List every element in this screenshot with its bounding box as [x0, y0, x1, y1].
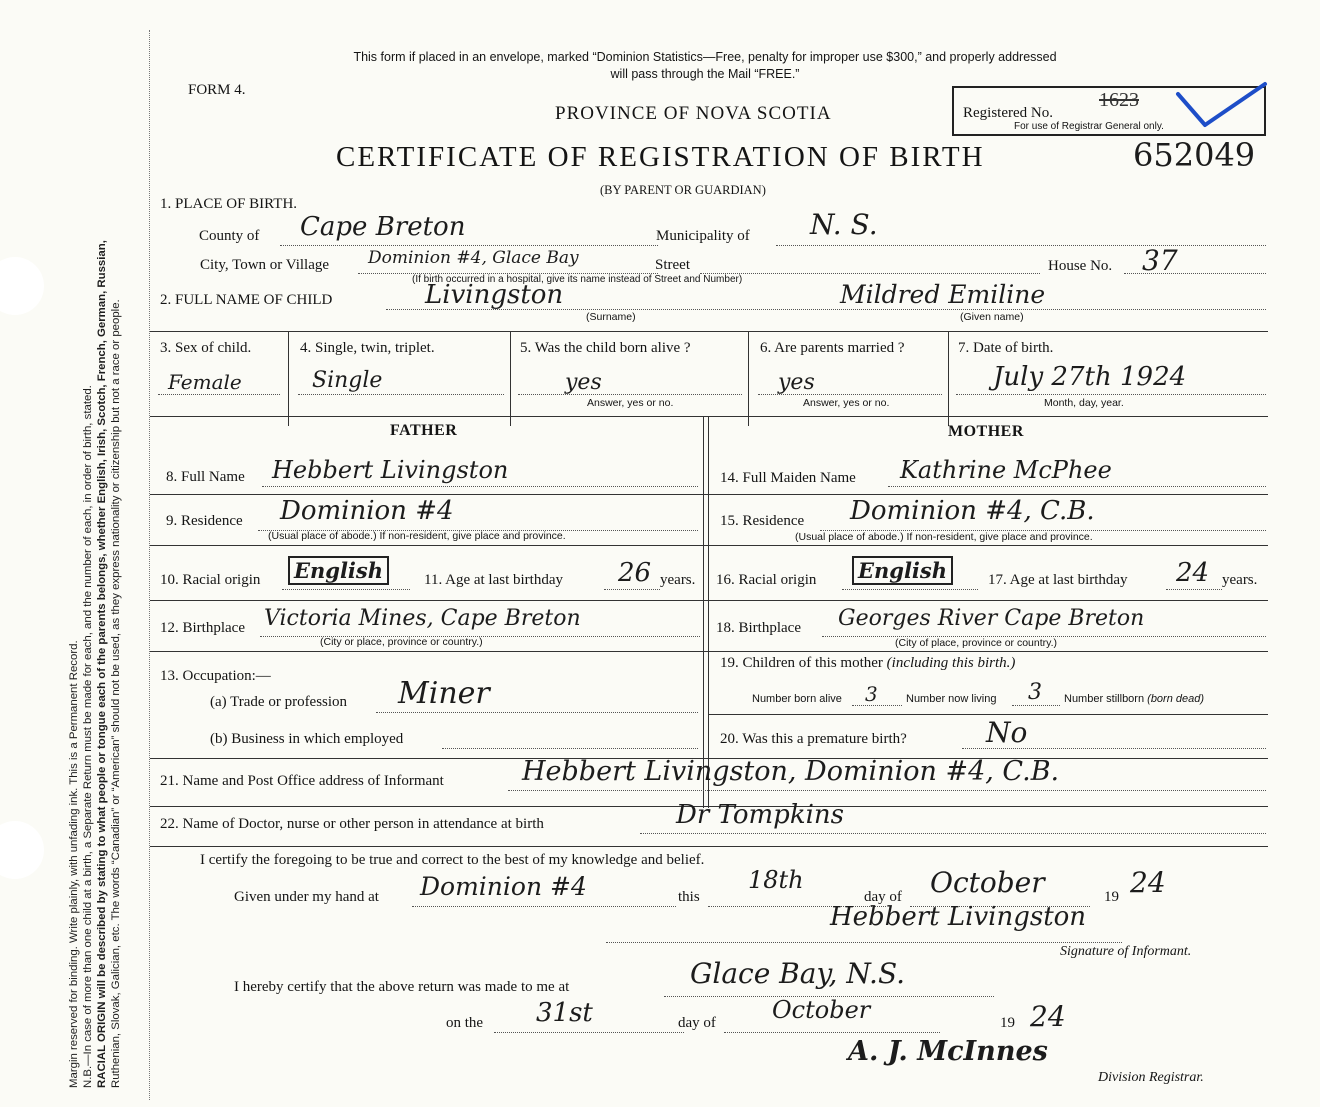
doctor-label: 22. Name of Doctor, nurse or other person in attendance at birth	[160, 816, 544, 832]
trade-value: Miner	[398, 676, 490, 711]
given-day-value: 18th	[748, 866, 804, 894]
mother-residence-label: 15. Residence	[720, 513, 805, 529]
municipality-label: Municipality of	[656, 228, 750, 244]
stillborn-label-note: (born dead)	[1147, 693, 1205, 705]
informant-signature-caption: Signature of Informant.	[1060, 944, 1192, 959]
registered-label: Registered No.	[963, 105, 1053, 121]
stillborn-label	[1064, 693, 1204, 705]
registrar-month-value: October	[772, 996, 871, 1024]
born-alive-count-value: 3	[865, 682, 878, 706]
father-name-label: 8. Full Name	[166, 469, 245, 485]
given-place-value: Dominion #4	[420, 872, 587, 901]
born-alive-caption: Answer, yes or no.	[587, 397, 674, 409]
children-label-text: 19. Children of this mother	[720, 655, 883, 671]
parents-married-caption: Answer, yes or no.	[803, 397, 890, 409]
margin-note-2: N.B.—In case of more than one child at a birth, a Separate Return must be made for each, and the number of each, in order of birth, stated.	[82, 385, 94, 1088]
house-number-label: House No.	[1048, 258, 1113, 274]
father-age-label: 11. Age at last birthday	[424, 572, 563, 588]
date-of-birth-label: 7. Date of birth.	[958, 340, 1054, 356]
sex-value: Female	[168, 370, 242, 394]
registrar-year-prefix: 19	[1000, 1015, 1015, 1031]
margin-note-4: Ruthenian, Slovak, Galician, etc. The words “Canadian” or “American” should not be used, as they express nationality or citizenship but not a race or people.	[110, 299, 122, 1088]
margin-note-3: RACIAL ORIGIN will be described by stating to what people or tongue each of the parents belongs, whether English, Irish, Scotch, French, German, Russian,	[96, 240, 108, 1088]
registrar-day-value: 31st	[536, 998, 593, 1028]
informant-signature: Hebbert Livingston	[830, 902, 1087, 932]
binding-margin-rule	[149, 30, 150, 1100]
given-month-value: October	[930, 866, 1045, 899]
father-residence-value: Dominion #4	[280, 496, 454, 526]
occupation-label: 13. Occupation:—	[160, 668, 271, 684]
mother-birthplace-value: Georges River Cape Breton	[838, 606, 1145, 631]
father-racial-label: 10. Racial origin	[160, 572, 261, 588]
mother-age-value: 24	[1176, 558, 1210, 588]
registrar-day-of-label: day of	[678, 1015, 716, 1031]
date-of-birth-value: July 27th 1924	[993, 362, 1187, 392]
mother-residence-caption: (Usual place of abode.) If non-resident, give place and province.	[795, 531, 1093, 543]
given-caption: (Given name)	[960, 311, 1024, 323]
mail-notice-line1: This form if placed in an envelope, marked “Dominion Statistics—Free, penalty for improper use $300,” and properly addressed	[353, 50, 1057, 64]
registrar-year-value: 24	[1030, 1000, 1066, 1033]
premature-label: 20. Was this a premature birth?	[720, 731, 907, 747]
hospital-note: (If birth occurred in a hospital, give its name instead of Street and Number)	[412, 274, 743, 285]
father-age-unit: years.	[660, 572, 696, 588]
certification-statement: I certify the foregoing to be true and correct to the best of my knowledge and belief.	[200, 852, 705, 868]
registration-number: 652049	[1133, 136, 1256, 174]
sex-label: 3. Sex of child.	[160, 340, 252, 356]
date-of-birth-caption: Month, day, year.	[1044, 397, 1124, 409]
place-of-birth-label: 1. PLACE OF BIRTH.	[160, 196, 298, 212]
page-subtitle: (BY PARENT OR GUARDIAN)	[600, 183, 766, 197]
father-racial-value: English	[288, 556, 389, 585]
county-value: Cape Breton	[300, 212, 466, 242]
father-residence-caption: (Usual place of abode.) If non-resident, give place and province.	[268, 530, 566, 542]
form-number: FORM 4.	[188, 82, 246, 98]
city-value: Dominion #4, Glace Bay	[368, 248, 579, 268]
mother-age-label: 17. Age at last birthday	[988, 572, 1128, 588]
mother-racial-value: English	[852, 556, 953, 585]
single-value: Single	[312, 368, 383, 393]
business-label: (b) Business in which employed	[210, 731, 404, 747]
punch-hole-top	[0, 257, 44, 315]
father-age-value: 26	[618, 558, 652, 588]
registrar-on-the-label: on the	[446, 1015, 484, 1031]
informant-value: Hebbert Livingston, Dominion #4, C.B.	[522, 756, 1060, 787]
now-living-label: Number now living	[906, 693, 997, 705]
mother-heading: MOTHER	[948, 423, 1024, 440]
child-given-value: Mildred Emiline	[840, 280, 1046, 309]
checkmark-icon	[1175, 80, 1270, 140]
given-day-of-label: day of	[864, 889, 902, 905]
stillborn-label-text: Number stillborn	[1064, 693, 1145, 705]
born-alive-label: 5. Was the child born alive ?	[520, 340, 691, 356]
mail-notice-line2: will pass through the Mail “FREE.”	[610, 67, 800, 81]
trade-label: (a) Trade or profession	[210, 694, 348, 710]
born-alive-value: yes	[565, 370, 602, 395]
child-name-label: 2. FULL NAME OF CHILD	[160, 292, 333, 308]
this-label: this	[678, 889, 700, 905]
municipality-value: N. S.	[810, 208, 878, 241]
children-label	[720, 655, 1015, 672]
premature-value: No	[986, 716, 1028, 749]
doctor-value: Dr Tompkins	[676, 800, 844, 830]
children-label-note: (including this birth.)	[886, 655, 1016, 671]
mail-notice	[300, 49, 1110, 83]
single-label: 4. Single, twin, triplet.	[300, 340, 435, 356]
house-number-value: 37	[1142, 244, 1178, 277]
province-heading: PROVINCE OF NOVA SCOTIA	[555, 103, 832, 124]
father-heading: FATHER	[390, 422, 458, 439]
punch-hole-bottom	[0, 821, 44, 879]
registered-note: For use of Registrar General only.	[1014, 121, 1164, 132]
given-year-prefix: 19	[1104, 889, 1119, 905]
surname-caption: (Surname)	[586, 311, 636, 323]
margin-notes	[67, 28, 123, 1088]
mother-name-label: 14. Full Maiden Name	[720, 470, 856, 486]
registered-struck-number: 1623	[1099, 89, 1139, 111]
father-birthplace-value: Victoria Mines, Cape Breton	[264, 606, 581, 631]
given-year-value: 24	[1130, 866, 1166, 899]
margin-note-1: Margin reserved for binding. Write plainly, with unfading ink. This is a Permanent Record.	[68, 640, 80, 1088]
father-birthplace-label: 12. Birthplace	[160, 620, 245, 636]
now-living-value: 3	[1028, 680, 1042, 705]
parents-married-label: 6. Are parents married ?	[760, 340, 905, 356]
mother-birthplace-caption: (City of place, province or country.)	[895, 637, 1058, 649]
registrar-statement: I hereby certify that the above return was made to me at	[234, 979, 570, 995]
parents-married-value: yes	[778, 370, 815, 395]
county-label: County of	[199, 228, 260, 244]
street-label: Street	[655, 257, 690, 273]
given-label: Given under my hand at	[234, 889, 379, 905]
father-name-value: Hebbert Livingston	[272, 456, 509, 484]
mother-age-unit: years.	[1222, 572, 1258, 588]
mother-racial-label: 16. Racial origin	[716, 572, 817, 588]
registrar-signature: A. J. McInnes	[848, 1036, 1048, 1067]
mother-birthplace-label: 18. Birthplace	[716, 620, 801, 636]
mother-residence-value: Dominion #4, C.B.	[850, 496, 1095, 526]
mother-name-value: Kathrine McPhee	[900, 456, 1112, 484]
born-alive-count-label: Number born alive	[752, 693, 842, 705]
registrar-caption: Division Registrar.	[1098, 1070, 1204, 1085]
registrar-place-value: Glace Bay, N.S.	[690, 957, 906, 990]
father-residence-label: 9. Residence	[166, 513, 243, 529]
informant-label: 21. Name and Post Office address of Informant	[160, 773, 444, 789]
city-label: City, Town or Village	[200, 257, 330, 273]
page-title: CERTIFICATE OF REGISTRATION OF BIRTH	[336, 141, 985, 173]
child-surname-value: Livingston	[425, 280, 564, 310]
father-birthplace-caption: (City or place, province or country.)	[320, 636, 483, 648]
